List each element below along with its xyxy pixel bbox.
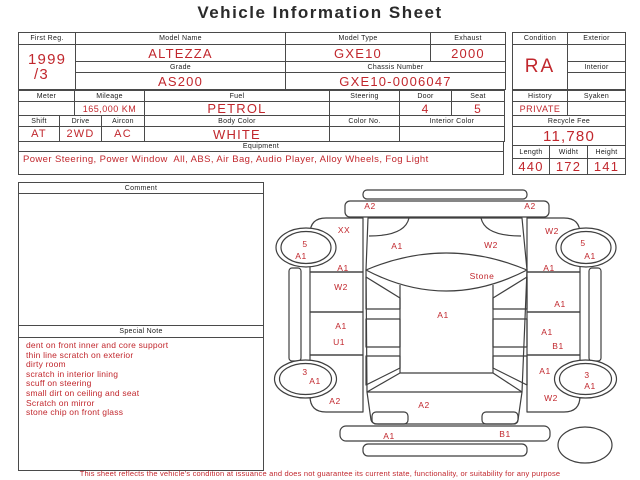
damage-code-label: A1 (337, 263, 349, 273)
equipment-label: Equipment (19, 142, 503, 151)
windshield (366, 253, 527, 291)
special-note-line: dent on front inner and core support (26, 340, 169, 350)
rear-bar-bottom (363, 444, 527, 456)
damage-code-label: A1 (335, 321, 347, 331)
special-note-line: Scratch on mirror (26, 397, 95, 408)
damage-code-label: A2 (524, 201, 536, 211)
side-window-right-mid (493, 319, 527, 347)
interior-label: Interior (568, 62, 625, 72)
headlight-left (369, 218, 409, 236)
history-value: PRIVATE (513, 102, 567, 115)
special-note-line: dirty room (26, 359, 66, 370)
damage-code-label: U1 (333, 337, 345, 347)
damage-code-label: B1 (499, 429, 511, 439)
damage-code-label: A1 (295, 251, 307, 261)
damage-code-label: W2 (334, 282, 348, 292)
equipment-value: Power Steering, Power Window All, ABS, Air Bag, Audio Player, Alloy Wheels, Fog Light (19, 152, 503, 174)
damage-code-label: Stone (469, 271, 495, 281)
damage-code-label: A1 (383, 431, 395, 441)
exterior-value (568, 45, 625, 61)
damage-code-label: A1 (539, 366, 551, 376)
damage-code-label: A1 (584, 251, 596, 261)
grade-value: AS200 (76, 73, 285, 89)
exhaust-value: 2000 (431, 45, 505, 61)
door-label: Door (400, 91, 451, 101)
first-reg-value (19, 45, 75, 89)
details-table-row2 (18, 115, 505, 142)
recycle-fee-value: 11,780 (513, 127, 625, 146)
damage-code-label: A2 (364, 201, 376, 211)
front-bar-top (363, 190, 527, 199)
special-note-line: stone chip on front glass (26, 407, 124, 418)
body-color-label: Body Color (145, 116, 329, 126)
mileage-value: 165,000 KM (75, 102, 144, 115)
fuel-value: PETROL (145, 102, 329, 115)
door-value: 4 (400, 102, 451, 115)
comment-box (18, 182, 264, 326)
aircon-label: Aircon (102, 116, 144, 126)
rear-bumper (340, 426, 550, 441)
syaken-label: Syaken (568, 91, 625, 101)
condition-label: Condition (513, 33, 567, 44)
color-no-value (330, 127, 399, 141)
first-reg-month: /3 (34, 66, 49, 83)
special-note-line: thin line scratch on exterior (26, 349, 134, 360)
width-label: Widht (550, 146, 587, 158)
exhaust-label: Exhaust (431, 33, 505, 44)
height-label: Height (588, 146, 625, 158)
headlight-right (481, 218, 521, 236)
damage-code-label: 5 (580, 238, 586, 248)
recycle-fee-table (512, 115, 626, 147)
damage-code-label: W2 (484, 240, 498, 250)
interior-color-value (400, 127, 504, 141)
sill-left (289, 268, 301, 361)
damage-code-label: XX (337, 225, 351, 235)
damage-code-label: 3 (584, 370, 590, 380)
side-window-left-rear (366, 356, 400, 385)
rear-window (367, 373, 522, 392)
damage-code-label: W2 (544, 393, 558, 403)
damage-code-label: B1 (552, 341, 564, 351)
color-no-label: Color No. (330, 116, 399, 126)
steering-value (330, 102, 399, 115)
mileage-label: Mileage (75, 91, 144, 101)
special-note-list (19, 338, 263, 421)
recycle-fee-label: Recycle Fee (513, 116, 625, 126)
meter-value (19, 102, 74, 115)
damage-code-label: A1 (309, 376, 321, 386)
steering-label: Steering (330, 91, 399, 101)
door-left-front (310, 272, 363, 312)
side-window-left-mid (366, 319, 400, 347)
body-color-value: WHITE (145, 127, 329, 141)
damage-code-label: A2 (329, 396, 341, 406)
syaken-value (568, 102, 625, 115)
length-label: Length (513, 146, 549, 158)
tail-light-right (482, 412, 518, 424)
tail-light-left (372, 412, 408, 424)
height-value: 141 (588, 159, 625, 174)
aircon-value: AC (102, 127, 144, 141)
damage-code-label: 5 (302, 239, 308, 249)
damage-code-label: 3 (302, 367, 308, 377)
damage-code-labels (295, 201, 595, 441)
drive-label: Drive (60, 116, 101, 126)
special-note-line: small dirt on ceiling and seat (26, 387, 140, 398)
damage-code-label: A1 (437, 310, 449, 320)
special-note-line: scratch in interior lining (26, 368, 119, 379)
condition-grade-value: RA (513, 45, 567, 89)
damage-code-label: A1 (554, 299, 566, 309)
vehicle-identity-table (18, 32, 506, 90)
history-label: History (513, 91, 567, 101)
interior-color-label: Interior Color (400, 116, 504, 126)
damage-code-label: A1 (543, 263, 555, 273)
model-type-value: GXE10 (286, 45, 430, 61)
chassis-number-value: GXE10-0006047 (286, 73, 505, 89)
exterior-label: Exterior (568, 33, 625, 44)
comment-label: Comment (19, 183, 263, 194)
special-note-box (18, 325, 264, 471)
width-value: 172 (550, 159, 587, 174)
fuel-label: Fuel (145, 91, 329, 101)
damage-code-label: A1 (541, 327, 553, 337)
model-name-value: ALTEZZA (76, 45, 285, 61)
page-title: Vehicle Information Sheet (197, 3, 443, 22)
special-note-line: scuff on steering (26, 378, 92, 389)
condition-table (512, 32, 626, 90)
damage-code-label: A1 (391, 241, 403, 251)
first-reg-label: First Reg. (19, 33, 75, 44)
damage-code-label: W2 (545, 226, 559, 236)
history-table (512, 90, 626, 116)
length-value: 440 (513, 159, 549, 174)
sill-right (589, 268, 601, 361)
special-note-label: Special Note (19, 326, 263, 338)
shift-value: AT (19, 127, 59, 141)
first-reg-year: 1999 (28, 51, 67, 68)
grade-label: Grade (76, 62, 285, 72)
spare-tire (558, 427, 612, 463)
door-left-rear (310, 312, 363, 355)
seat-value: 5 (452, 102, 504, 115)
damage-code-label: A2 (418, 400, 430, 410)
dimensions-table (512, 145, 626, 175)
chassis-number-label: Chassis Number (286, 62, 505, 72)
seat-label: Seat (452, 91, 504, 101)
equipment-table (18, 141, 504, 175)
car-damage-diagram (262, 188, 640, 473)
meter-label: Meter (19, 91, 74, 101)
damage-code-label: A1 (584, 381, 596, 391)
shift-label: Shift (19, 116, 59, 126)
model-name-label: Model Name (76, 33, 285, 44)
interior-value (568, 73, 625, 89)
details-table-row1 (18, 90, 505, 116)
car-body-top-view (366, 218, 527, 424)
disclaimer-text: This sheet reflects the vehicle's condition at issuance and does not guarantee its current state, functionality, or suitability for any purpose (79, 469, 561, 478)
model-type-label: Model Type (286, 33, 430, 44)
drive-value: 2WD (60, 127, 101, 141)
